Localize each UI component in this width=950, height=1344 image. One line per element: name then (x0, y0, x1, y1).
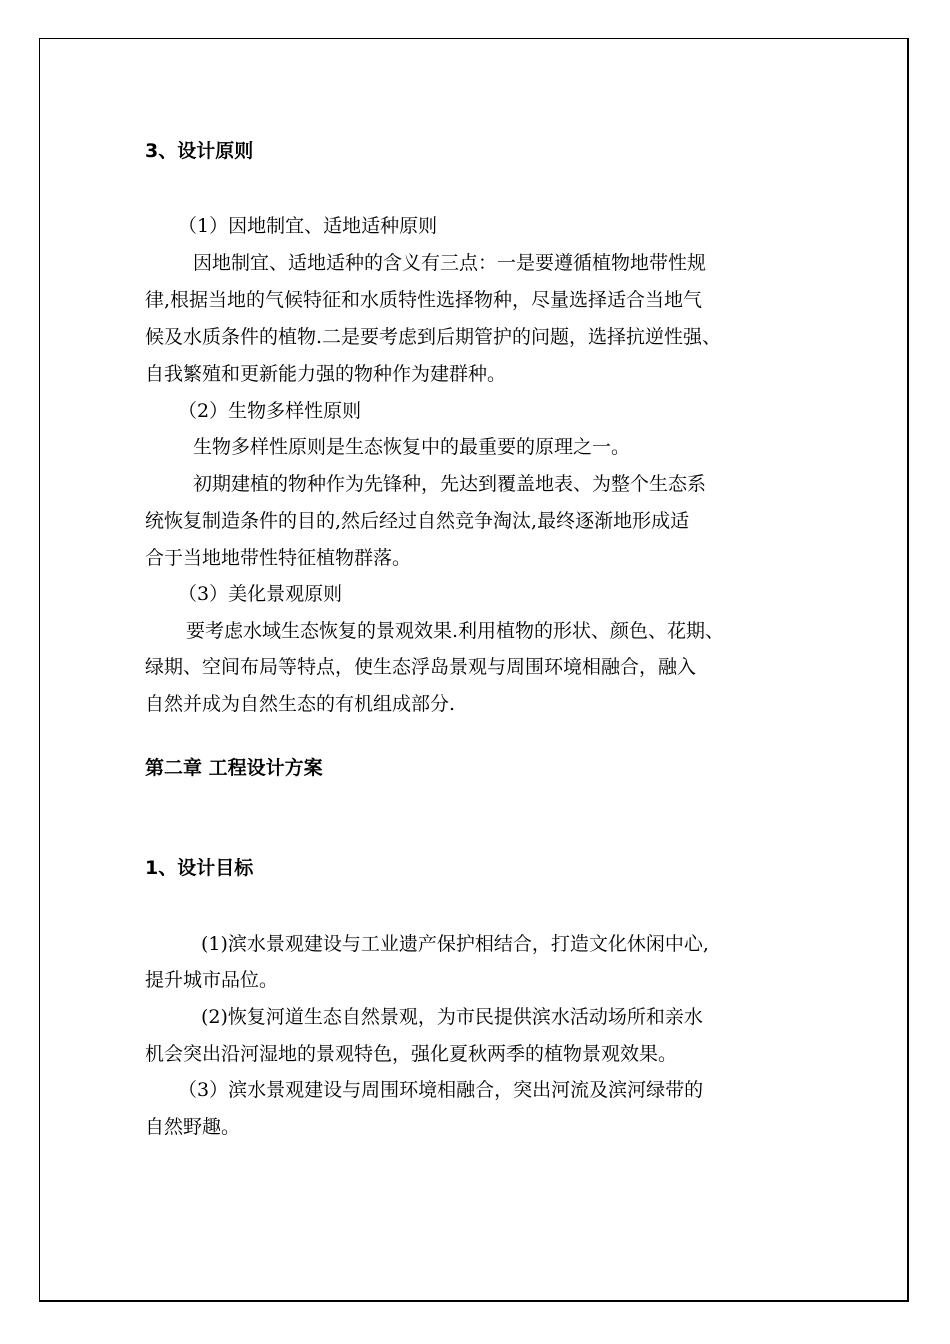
paragraph-line: 候及水质条件的植物.二是要考虑到后期管护的问题，选择抗逆性强、 (145, 326, 722, 348)
section-heading-design-goals: 1、设计目标 (145, 857, 254, 879)
paragraph-line: 要考虑水域生态恢复的景观效果.利用植物的形状、颜色、花期、 (186, 620, 725, 642)
principle-1-title: （1）因地制宜、适地适种原则 (178, 215, 438, 237)
paragraph-line: 律,根据当地的气候特征和水质特性选择物种，尽量选择适合当地气 (145, 289, 703, 311)
paragraph-line: 自我繁殖和更新能力强的物种作为建群种。 (145, 363, 507, 385)
paragraph-line: 因地制宜、适地适种的含义有三点：一是要遵循植物地带性规 (193, 252, 707, 274)
paragraph-line: (1)滨水景观建设与工业遗产保护相结合，打造文化休闲中心, (201, 933, 709, 955)
paragraph-line: （3）滨水景观建设与周围环境相融合，突出河流及滨河绿带的 (178, 1079, 704, 1101)
paragraph-line: 生物多样性原则是生态恢复中的最重要的原理之一。 (193, 436, 631, 458)
principle-2-title: （2）生物多样性原则 (178, 400, 362, 422)
paragraph-line: 自然并成为自然生态的有机组成部分. (145, 693, 456, 715)
paragraph-line: (2)恢复河道生态自然景观，为市民提供滨水活动场所和亲水 (201, 1006, 703, 1028)
paragraph-line: 绿期、空间布局等特点，使生态浮岛景观与周围环境相融合，融入 (145, 656, 697, 678)
paragraph-line: 提升城市品位。 (145, 969, 279, 991)
chapter-heading: 第二章 工程设计方案 (145, 757, 323, 779)
principle-3-title: （3）美化景观原则 (178, 583, 343, 605)
paragraph-line: 初期建植的物种作为先锋种，先达到覆盖地表、为整个生态系 (193, 473, 707, 495)
paragraph-line: 自然野趣。 (145, 1116, 241, 1138)
paragraph-line: 合于当地地带性特征植物群落。 (145, 547, 412, 569)
section-heading-design-principles: 3、设计原则 (145, 140, 254, 162)
paragraph-line: 统恢复制造条件的目的,然后经过自然竞争淘汰,最终逐渐地形成适 (145, 510, 690, 532)
paragraph-line: 机会突出沿河湿地的景观特色，强化夏秋两季的植物景观效果。 (145, 1043, 678, 1065)
